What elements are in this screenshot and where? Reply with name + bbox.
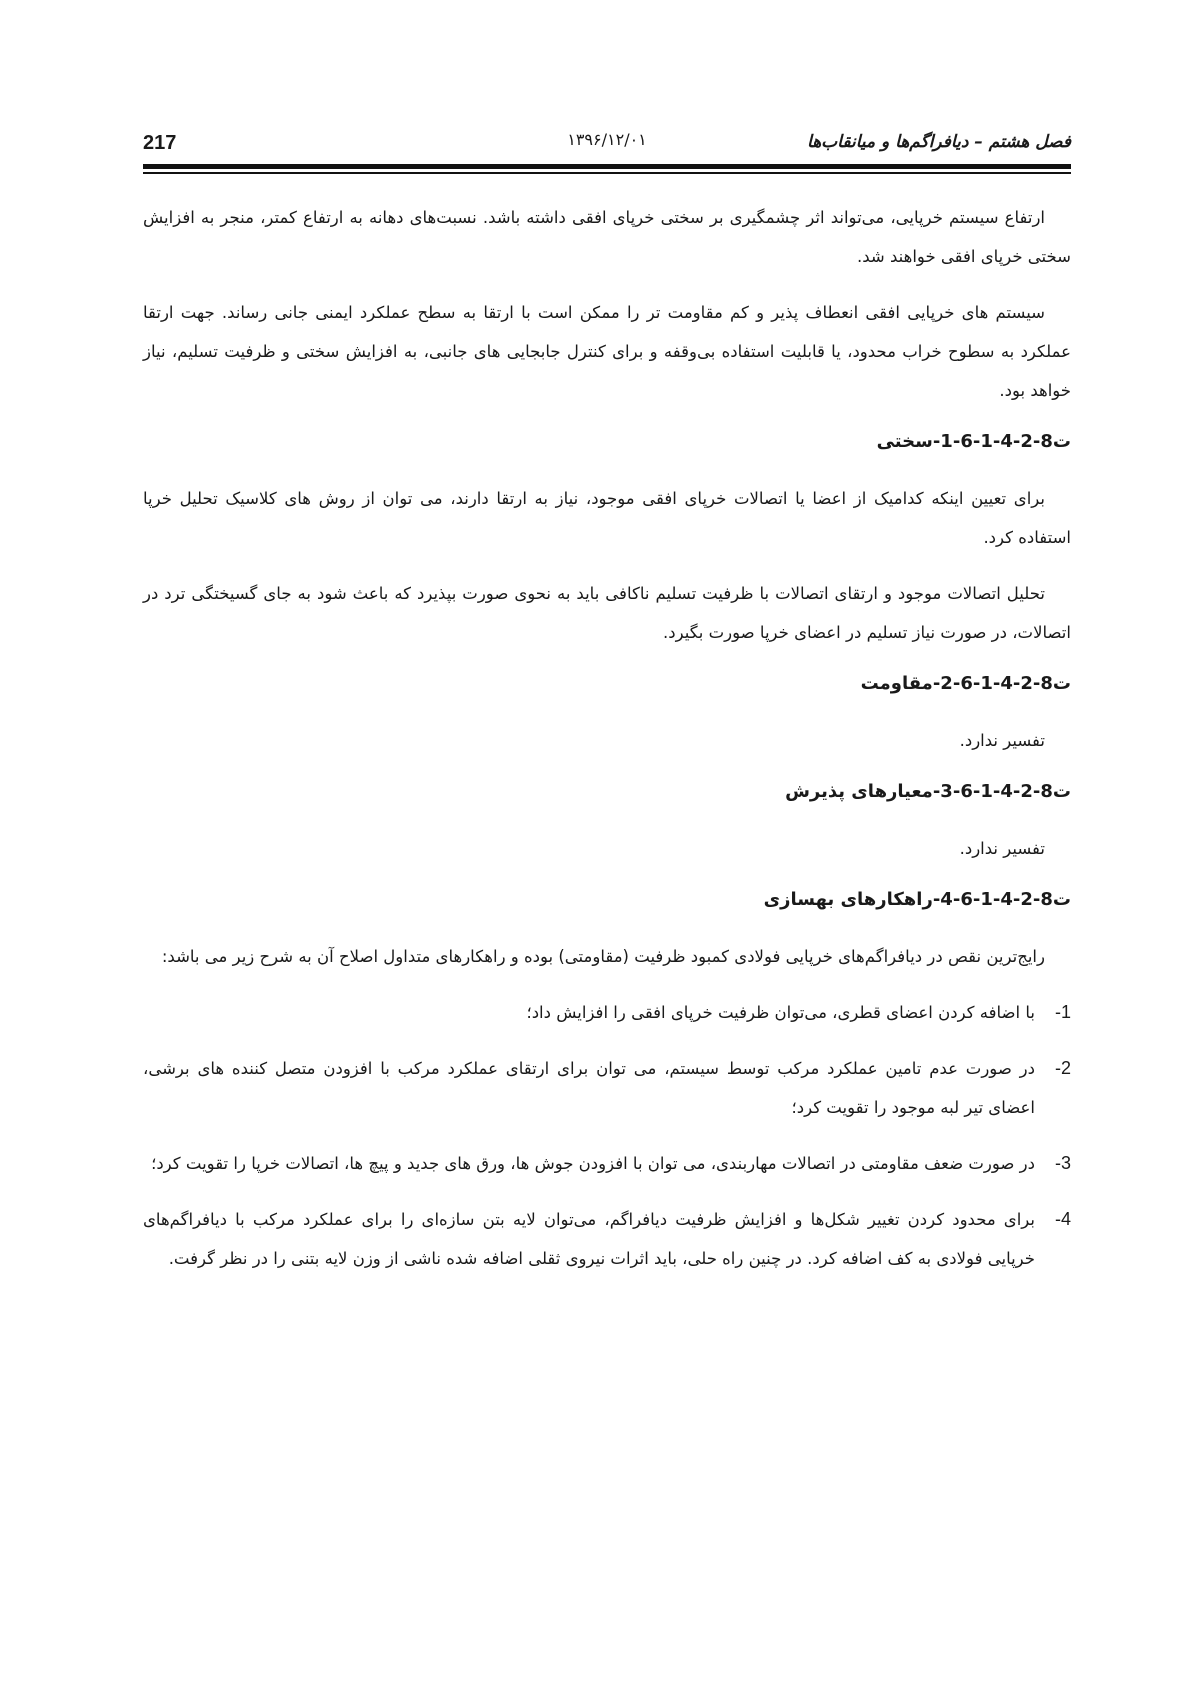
- list-item: [143, 993, 1071, 1032]
- section-heading: ت8-2-4-1-6-4-راهکارهای بهسازی: [763, 889, 1071, 910]
- page-date: ۱۳۹۶/۱۲/۰۱: [567, 130, 647, 149]
- body-paragraph: تفسیر ندارد.: [959, 731, 1045, 750]
- list-item: [143, 1200, 1071, 1278]
- list-item-number: -3: [1054, 1153, 1071, 1173]
- body-paragraph: رایج‌ترین نقص در دیافراگم‌های خرپایی فولادی کمبود ظرفیت (مقاومتی) بوده و راهکارهای متداول اصلاح آن به شرح زیر می باشد:: [161, 947, 1045, 966]
- page-number: 217: [143, 132, 177, 154]
- body-paragraph: تفسیر ندارد.: [959, 839, 1045, 858]
- list-item-text: در صورت عدم تامین عملکرد مرکب توسط سیستم، می توان برای ارتقای عملکرد مرکب با افزودن متصل کننده های برشی، اعضای تیر لبه موجود را تقویت کرد؛: [143, 1059, 1035, 1117]
- document-body: [143, 198, 1071, 1295]
- body-paragraph: تحلیل اتصالات موجود و ارتقای اتصالات با ظرفیت تسلیم ناکافی باید به نحوی صورت بپذیرد که باعث شود به جای گسیختگی ترد در اتصالات، در صورت نیاز تسلیم در اعضای خرپا صورت بگیرد.: [143, 584, 1071, 642]
- intro-paragraph: ارتفاع سیستم خرپایی، می‌تواند اثر چشمگیری بر سختی خرپای افقی داشته باشد. نسبت‌های دهانه به ارتفاع کمتر، منجر به افزایش سختی خرپای افقی خواهند شد.: [143, 208, 1071, 266]
- list-item: [143, 1049, 1071, 1127]
- list-item-number: -2: [1054, 1058, 1071, 1078]
- intro-paragraph: سیستم های خرپایی افقی انعطاف پذیر و کم مقاومت تر را ممکن است با ارتقا به سطح عملکرد ایمنی جانی رساند. جهت ارتقا عملکرد به سطوح خراب محدود، یا قابلیت استفاده بی‌وقفه و برای کنترل جابجایی های جانبی، به افزایش سختی و ظرفیت تسلیم، نیاز خواهد بود.: [143, 303, 1071, 400]
- page-header: [143, 124, 1071, 164]
- list-item-number: -1: [1054, 1002, 1071, 1022]
- chapter-title: فصل هشتم – دیافراگم‌ها و میانقاب‌ها: [807, 132, 1071, 152]
- section-heading: ت8-2-4-1-6-1-سختی: [876, 431, 1071, 452]
- section-heading: ت8-2-4-1-6-2-مقاومت: [860, 673, 1071, 694]
- list-item: [143, 1144, 1071, 1183]
- body-paragraph: برای تعیین اینکه کدامیک از اعضا یا اتصالات خرپای افقی موجود، نیاز به ارتقا دارند، می توان از روش های کلاسیک تحلیل خرپا استفاده کرد.: [143, 489, 1071, 547]
- list-item-text: در صورت ضعف مقاومتی در اتصالات مهاربندی، می توان با افزودن جوش ها، ورق های جدید و پیچ ها، اتصالات خرپا را تقویت کرد؛: [151, 1154, 1035, 1173]
- section-heading: ت8-2-4-1-6-3-معیارهای پذیرش: [785, 781, 1071, 802]
- header-rule-thick: [143, 164, 1071, 169]
- list-item-text: برای محدود کردن تغییر شکل‌ها و افزایش ظرفیت دیافراگم، می‌توان لایه بتن سازه‌ای را برای عملکرد مرکب با دیافراگم‌های خرپایی فولادی به کف اضافه کرد. در چنین راه حلی، باید اثرات نیروی ثقلی اضافه شده ناشی از وزن لایه بتنی را در نظر گرفت.: [143, 1210, 1035, 1268]
- list-item-number: -4: [1054, 1209, 1071, 1229]
- list-item-text: با اضافه کردن اعضای قطری، می‌توان ظرفیت خرپای افقی را افزایش داد؛: [526, 1003, 1035, 1022]
- header-rule-thin: [143, 172, 1071, 174]
- retrofit-list: [143, 993, 1071, 1278]
